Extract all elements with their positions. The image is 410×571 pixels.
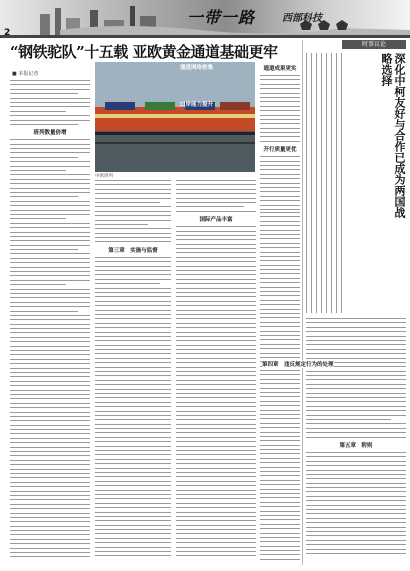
page-number: 2 [4,28,11,38]
subhead-g: 第三章 实施与监督 [108,247,158,254]
subhead-f: 国际产品丰富 [199,217,233,224]
column-5 [306,318,406,563]
column-divider [302,40,303,565]
column-3 [176,180,256,560]
column-4-top [260,62,300,212]
article-headline: “钢铁驼队”十五载 亚欧黄金通道基础更牢 [10,43,278,61]
subhead-c: 口岸能力提升 [180,102,214,108]
masthead-banner [0,0,410,38]
sidebar-title: 深化中柯友好与合作已成为两国战略选择 [380,53,406,218]
train-image [95,62,255,172]
subhead-e: 开行质量更优 [263,147,297,154]
column-4 [260,212,300,562]
sidebar-body [306,53,346,313]
brand-logo-text: 一带一路 [187,8,256,27]
byline: ■ 本报记者 [12,71,39,77]
subhead-h: 第四章 违反规定行为的处理 [262,362,334,368]
column-2 [95,180,171,560]
subhead-i: 第五章 附则 [339,442,373,449]
photo-caption: 中欧班列 [95,174,113,179]
sidebar-tag: 时事议论 [342,40,406,49]
train-photo [95,62,255,172]
subhead-b: 通道网络密集 [180,65,214,71]
subhead-a: 班列数量倍增 [33,130,67,137]
column-1 [10,80,90,560]
subhead-d: 通道成果更实 [263,66,297,72]
brand-sub-text: 西部科技 [282,13,322,24]
